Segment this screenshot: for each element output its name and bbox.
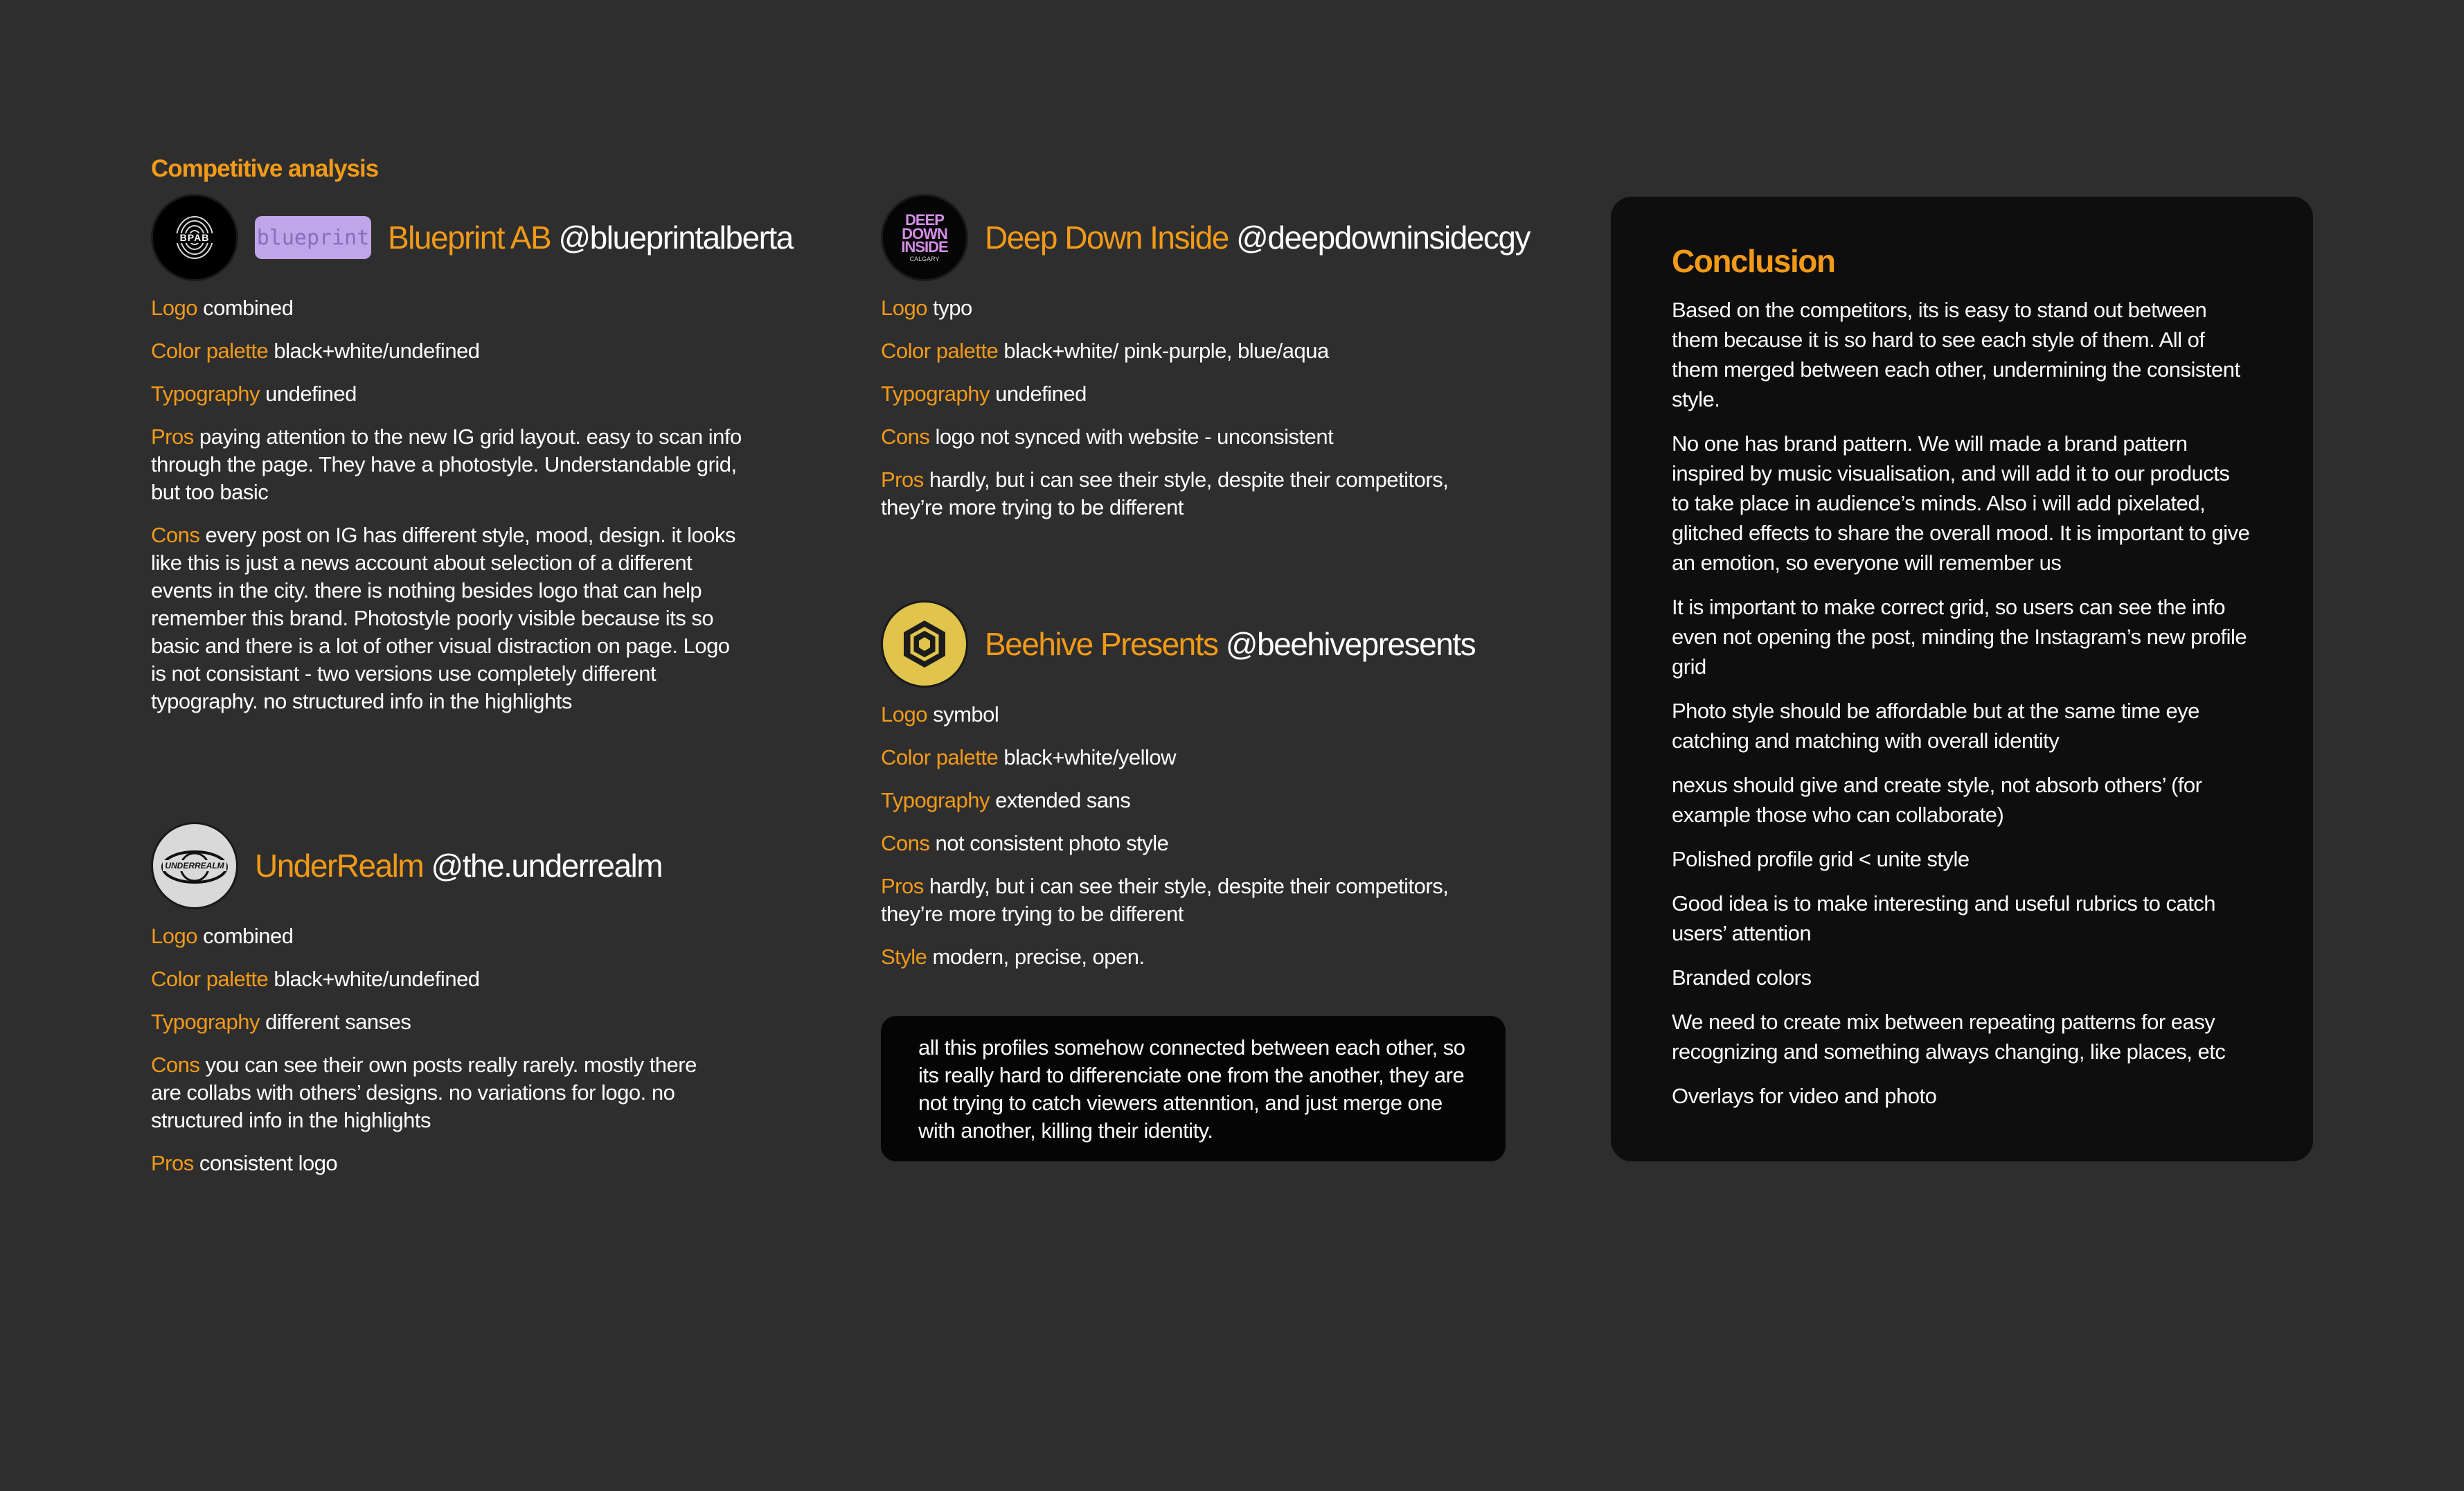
underrealm-logo-avatar — [151, 822, 238, 909]
brand-title — [985, 625, 1475, 663]
beehive-hexagon-icon — [897, 616, 952, 672]
blueprint-badge — [255, 216, 371, 259]
attr-label: Color palette — [881, 745, 999, 769]
summary-text: all this profiles somehow connected between each other, so its really hard to differenciate one from the another, they are not trying to catch viewers attenntion, and just merge one with another, killing their identity. — [918, 1035, 1465, 1143]
blueprint-logo-avatar — [151, 194, 238, 281]
attr-typography — [151, 1008, 747, 1036]
brand-title — [985, 219, 1530, 256]
attr-pros — [151, 1150, 747, 1177]
attr-pros — [151, 423, 747, 506]
brand-blueprint — [151, 196, 793, 715]
attribute-list — [151, 922, 747, 1177]
attribute-list — [881, 294, 1530, 521]
attr-label: Pros — [151, 1151, 194, 1175]
attr-pros — [881, 466, 1483, 521]
attr-label: Pros — [881, 874, 924, 898]
attr-value: black+white/ pink-purple, blue/aqua — [1003, 339, 1329, 363]
brand-handle: @the.underrealm — [431, 848, 663, 884]
attr-cons — [881, 830, 1476, 857]
attr-value: hardly, but i can see their style, despite their competitors, they’re more trying to be different — [881, 874, 1449, 926]
attr-value: extended sans — [995, 788, 1131, 812]
attr-label: Style — [881, 945, 927, 969]
blueprint-logo-text: BPAB — [179, 232, 210, 243]
attr-value: black+white/undefined — [274, 967, 480, 991]
brand-name: Beehive Presents — [985, 626, 1218, 662]
attr-label: Logo — [151, 296, 197, 320]
conclusion-panel — [1611, 197, 2313, 1161]
brand-title — [255, 847, 662, 884]
attr-label: Cons — [151, 1053, 200, 1077]
attr-label: Color palette — [151, 967, 269, 991]
attr-value: symbol — [933, 702, 999, 726]
conclusion-paragraph: Branded colors — [1672, 965, 1812, 990]
conclusion-paragraph: We need to create mix between repeating patterns for easy recognizing and something always changing, like places, etc — [1672, 1010, 2226, 1064]
conclusion-title: Conclusion — [1672, 243, 1835, 279]
attr-value: paying attention to the new IG grid layout. easy to scan info through the page. They have a photostyle. Understandable grid, but too basic — [151, 425, 742, 504]
conclusion-paragraph: Based on the competitors, its is easy to stand out between them because it is so hard to see each style of them. All of them merged between each other, undermining the consistent style. — [1672, 298, 2240, 411]
attr-label: Color palette — [151, 339, 269, 363]
brand-handle: @deepdowninsidecgy — [1236, 220, 1530, 256]
attr-logo — [881, 701, 1476, 729]
brand-deepdown — [881, 196, 1530, 521]
conclusion-paragraph: Good idea is to make interesting and useful rubrics to catch users’ attention — [1672, 891, 2216, 945]
brand-header — [881, 602, 1483, 686]
attr-value: black+white/yellow — [1003, 745, 1177, 769]
attr-color-palette — [881, 744, 1476, 771]
brand-header — [151, 196, 793, 279]
underrealm-logo-text: UNDERREALM — [165, 861, 224, 871]
attr-cons — [151, 1051, 726, 1134]
attr-value: undefined — [995, 382, 1087, 406]
attribute-list — [151, 294, 793, 715]
attr-value: black+white/undefined — [274, 339, 480, 363]
attr-value: different sanses — [265, 1010, 411, 1034]
attr-label: Color palette — [881, 339, 999, 363]
attr-value: combined — [203, 296, 294, 320]
summary-note — [881, 1016, 1506, 1161]
attr-label: Pros — [881, 467, 924, 492]
deepdown-logo-avatar — [881, 194, 968, 281]
conclusion-paragraph: Photo style should be affordable but at the same time eye catching and matching with overall identity — [1672, 699, 2199, 753]
deepdown-logo-line: INSIDE — [901, 238, 948, 256]
attr-label: Typography — [881, 788, 990, 812]
attr-color-palette — [881, 337, 1476, 365]
attr-color-palette — [151, 965, 747, 993]
attr-style — [881, 943, 1476, 971]
deepdown-logo-line: DOWN — [902, 224, 947, 242]
attr-label: Typography — [881, 382, 990, 406]
attr-logo — [151, 922, 747, 950]
brand-beehive — [881, 602, 1483, 971]
attr-value: you can see their own posts really rarely. mostly there are collabs with others’ designs. no variations for logo. no structured info in the highlights — [151, 1053, 697, 1132]
attr-value: every post on IG has different style, mood, design. it looks like this is just a news account about selection of a different events in the city. there is nothing besides logo that can help remember this brand. Photostyle poorly visible because its so basic and there is a lot of other visual distraction on page. Logo is not consistant - two versions use completely different typography. no structured info in the highlights — [151, 523, 736, 713]
beehive-logo-avatar — [881, 600, 968, 688]
attr-value: modern, precise, open. — [932, 945, 1145, 969]
attr-logo — [881, 294, 1476, 322]
brand-name: UnderRealm — [255, 848, 424, 884]
attr-typography — [881, 787, 1476, 814]
attr-value: consistent logo — [199, 1151, 338, 1175]
attr-label: Cons — [151, 523, 200, 547]
attr-label: Logo — [881, 702, 927, 726]
attr-value: hardly, but i can see their style, despite their competitors, they’re more trying to be different — [881, 467, 1449, 519]
conclusion-paragraph: Polished profile grid < unite style — [1672, 847, 1970, 871]
attr-label: Logo — [151, 924, 197, 948]
attr-label: Cons — [881, 831, 930, 855]
brand-title — [388, 219, 793, 256]
attr-value: undefined — [265, 382, 357, 406]
conclusion-paragraph: It is important to make correct grid, so users can see the info even not opening the post, minding the Instagram’s new profile grid — [1672, 595, 2247, 679]
attr-label: Logo — [881, 296, 927, 320]
conclusion-paragraph: No one has brand pattern. We will made a brand pattern inspired by music visualisation, and will add it to our products to take place in audience’s minds. Also i will add pixelated, glitched effects to share the overall mood. It is important to give an emotion, so everyone will remember us — [1672, 431, 2250, 575]
attr-value: combined — [203, 924, 294, 948]
attr-pros — [881, 873, 1483, 928]
deepdown-logo-line: CALGARY — [909, 256, 940, 263]
brand-name: Blueprint AB — [388, 220, 551, 256]
brand-underrealm — [151, 824, 747, 1177]
conclusion-paragraph: nexus should give and create style, not absorb others’ (for example those who can collaborate) — [1672, 773, 2202, 827]
attr-typography — [151, 380, 747, 408]
attribute-list — [881, 701, 1483, 971]
attr-cons — [881, 423, 1476, 451]
deepdown-logo-line: DEEP — [905, 211, 944, 229]
attr-value: typo — [933, 296, 972, 320]
attr-logo — [151, 294, 747, 322]
attr-label: Typography — [151, 1010, 260, 1034]
attr-value: logo not synced with website - unconsistent — [935, 425, 1334, 449]
attr-label: Cons — [881, 425, 930, 449]
brand-handle: @blueprintalberta — [558, 220, 793, 256]
attr-label: Pros — [151, 425, 194, 449]
attr-cons — [151, 521, 740, 715]
brand-header — [151, 824, 747, 907]
brand-handle: @beehivepresents — [1225, 626, 1476, 662]
brand-header — [881, 196, 1530, 279]
attr-value: not consistent photo style — [935, 831, 1169, 855]
blueprint-badge-text: blueprint — [256, 225, 370, 250]
attr-label: Typography — [151, 382, 260, 406]
brand-name: Deep Down Inside — [985, 220, 1229, 256]
attr-color-palette — [151, 337, 747, 365]
conclusion-paragraph: Overlays for video and photo — [1672, 1084, 1937, 1108]
attr-typography — [881, 380, 1476, 408]
section-title: Competitive analysis — [151, 155, 379, 182]
